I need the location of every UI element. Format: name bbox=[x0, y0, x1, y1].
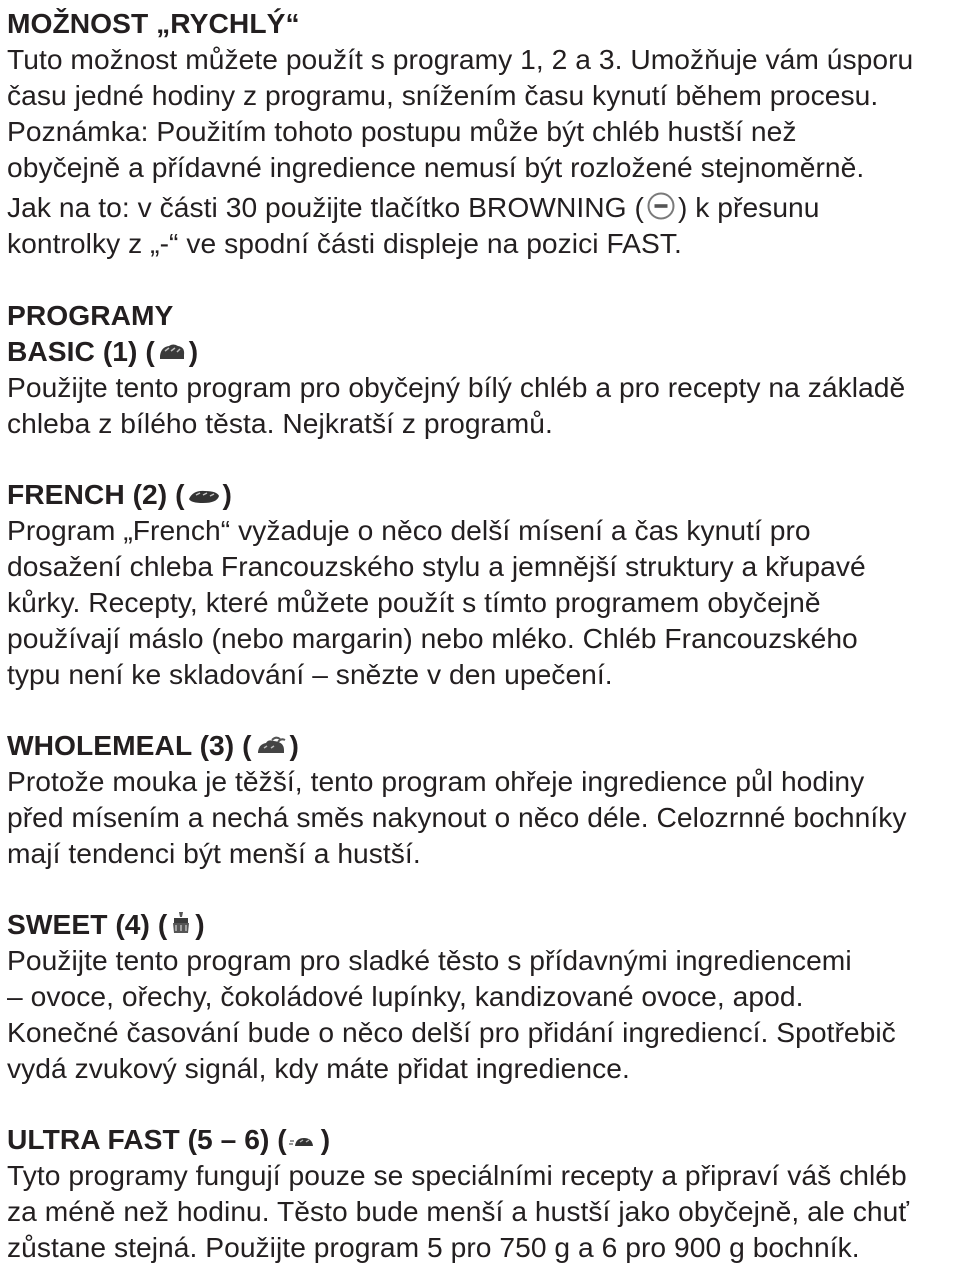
paragraph-line: Použijte tento program pro obyčejný bílý chléb a pro recepty na základě bbox=[7, 371, 906, 403]
paragraph-line: obyčejně a přídavné ingredience nemusí být rozložené stejnoměrně. bbox=[7, 151, 865, 183]
section-heading-rychly: MOŽNOST „RYCHLÝ“ bbox=[7, 7, 300, 39]
cake-icon bbox=[169, 911, 193, 937]
program-heading-text: BASIC (1) ( bbox=[7, 335, 155, 367]
program-heading-french bbox=[7, 476, 232, 512]
program-heading-text: WHOLEMEAL (3) ( bbox=[7, 729, 252, 761]
program-heading-wholemeal bbox=[7, 727, 299, 763]
bread-loaf-basic-icon bbox=[157, 342, 187, 364]
program-heading-text: FRENCH (2) ( bbox=[7, 478, 185, 510]
program-heading-text: ULTRA FAST (5 – 6) ( bbox=[7, 1123, 287, 1155]
program-heading-close: ) bbox=[195, 908, 205, 940]
program-heading-ultra-fast bbox=[7, 1121, 330, 1157]
paragraph-line: dosažení chleba Francouzského stylu a jemnější struktury a křupavé bbox=[7, 550, 866, 582]
howto-text-before: Jak na to: v části 30 použijte tlačítko BROWNING ( bbox=[7, 191, 644, 223]
program-heading-close: ) bbox=[289, 729, 299, 761]
ultra-fast-icon bbox=[289, 1132, 319, 1152]
paragraph-line: Protože mouka je těžší, tento program ohřeje ingredience půl hodiny bbox=[7, 765, 865, 797]
howto-text-after: ) k přesunu bbox=[677, 191, 820, 223]
program-heading-text: SWEET (4) ( bbox=[7, 908, 168, 940]
paragraph-line: mají tendenci být menší a hustší. bbox=[7, 837, 421, 869]
program-heading-sweet bbox=[7, 906, 205, 942]
paragraph-line: Tyto programy fungují pouze se speciálními recepty a připraví váš chléb bbox=[7, 1159, 907, 1191]
paragraph-line: před mísením a nechá směs nakynout o něco déle. Celozrnné bochníky bbox=[7, 801, 907, 833]
paragraph-line: kůrky. Recepty, které můžete použít s tímto programem obyčejně bbox=[7, 586, 821, 618]
program-heading-basic bbox=[7, 333, 198, 369]
program-heading-close: ) bbox=[188, 335, 199, 367]
paragraph-line: za méně než hodinu. Těsto bude menší a hustší jako obyčejně, ale chuť bbox=[7, 1195, 909, 1227]
paragraph-line: Tuto možnost můžete použít s programy 1, 2 a 3. Umožňuje vám úsporu bbox=[7, 43, 914, 75]
baguette-icon bbox=[187, 487, 221, 507]
paragraph-line: kontrolky z „-“ ve spodní části displeje na pozici FAST. bbox=[7, 227, 682, 259]
paragraph-line: času jedné hodiny z programu, snížením času kynutí během procesu. bbox=[7, 79, 879, 111]
program-heading-close: ) bbox=[320, 1123, 331, 1155]
paragraph-line: chleba z bílého těsta. Nejkratší z programů. bbox=[7, 407, 553, 439]
paragraph-line: Použijte tento program pro sladké těsto s přídavnými ingrediencemi bbox=[7, 944, 852, 976]
paragraph-line: vydá zvukový signál, kdy máte přidat ingredience. bbox=[7, 1052, 630, 1084]
paragraph-line: Poznámka: Použitím tohoto postupu může být chléb hustší než bbox=[7, 115, 797, 147]
paragraph-line-howto bbox=[7, 189, 820, 225]
paragraph-line: Program „French“ vyžaduje o něco delší mísení a čas kynutí pro bbox=[7, 514, 811, 546]
program-heading-close: ) bbox=[222, 478, 232, 510]
paragraph-line: – ovoce, ořechy, čokoládové lupínky, kandizované ovoce, apod. bbox=[7, 980, 804, 1012]
wholemeal-grain-icon bbox=[254, 736, 288, 758]
paragraph-line: používají máslo (nebo margarin) nebo mléko. Chléb Francouzského bbox=[7, 622, 858, 654]
paragraph-line: typu není ke skladování – snězte v den upečení. bbox=[7, 658, 613, 690]
browning-button-icon bbox=[646, 192, 676, 220]
paragraph-line: zůstane stejná. Použijte program 5 pro 750 g a 6 pro 900 g bochník. bbox=[7, 1231, 860, 1263]
section-heading-programs: PROGRAMY bbox=[7, 299, 174, 331]
paragraph-line: Konečné časování bude o něco delší pro přidání ingrediencí. Spotřebič bbox=[7, 1016, 896, 1048]
